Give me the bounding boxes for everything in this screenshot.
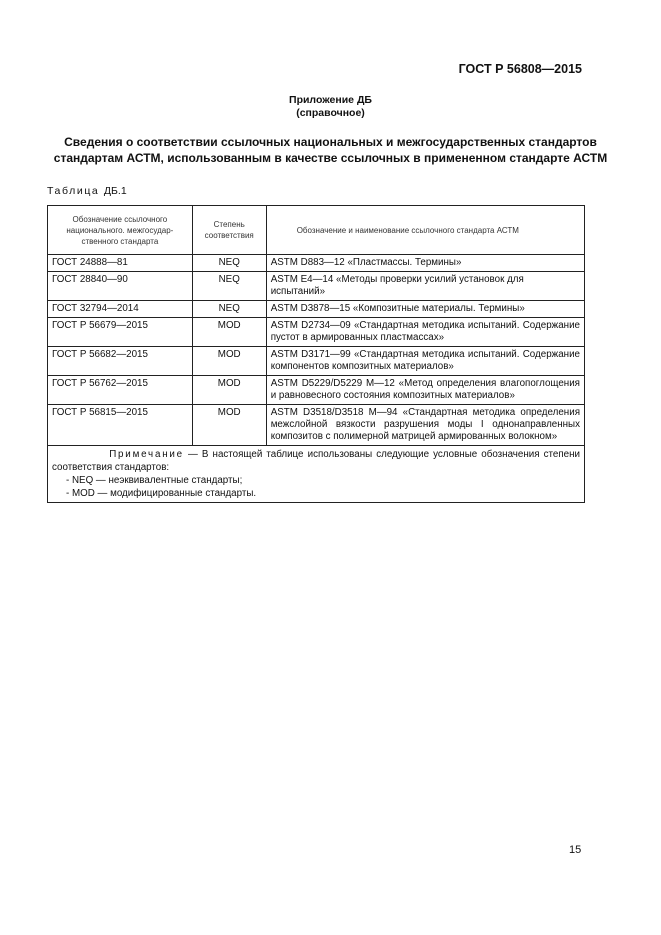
cell-standard: ГОСТ 28840—90 [48,272,193,301]
correspondence-table [47,205,585,503]
cell-astm: ASTM D5229/D5229 M—12 «Метод определения влагопоглощения и равновесного состояния композитных материалов» [266,376,584,405]
cell-standard: ГОСТ 24888—81 [48,255,193,272]
cell-degree: NEQ [192,272,266,301]
appendix-subtitle: (справочное) [296,107,365,119]
cell-standard: ГОСТ Р 56762—2015 [48,376,193,405]
cell-astm: ASTM D3878—15 «Композитные материалы. Термины» [266,301,584,318]
header-degree: Степень соответствия [192,206,266,255]
note-text: — В настоящей таблице использованы следующие условные обозначения степени соответствия стандартов: [52,449,580,473]
table-caption-label: Таблица [47,185,100,197]
cell-standard: ГОСТ Р 56815—2015 [48,405,193,446]
appendix-title: Приложение ДБ [289,94,372,106]
note-item: - MOD — модифицированные стандарты. [66,488,257,499]
table-row [48,255,585,272]
note-paragraph [52,448,580,474]
cell-standard: ГОСТ Р 56679—2015 [48,318,193,347]
appendix-title-block [0,94,661,120]
table-row [48,405,585,446]
cell-degree: MOD [192,347,266,376]
table-caption [47,185,127,197]
table-note-row [48,446,585,503]
cell-degree: NEQ [192,301,266,318]
document-code: ГОСТ Р 56808—2015 [458,62,582,76]
cell-degree: NEQ [192,255,266,272]
cell-standard: ГОСТ Р 56682—2015 [48,347,193,376]
note-label: Примечание [109,449,184,460]
table-header-row [48,206,585,255]
heading-line-2: стандартам АСТМ, использованным в качестве ссылочных в примененном стандарте АСТМ [53,151,608,165]
cell-astm: ASTM D2734—09 «Стандартная методика испытаний. Содержание пустот в армированных пластмассах» [266,318,584,347]
cell-degree: MOD [192,376,266,405]
cell-standard: ГОСТ 32794—2014 [48,301,193,318]
cell-astm: ASTM D883—12 «Пластмассы. Термины» [266,255,584,272]
cell-degree: MOD [192,405,266,446]
section-heading [47,134,614,166]
cell-astm: ASTM D3518/D3518 M—94 «Стандартная методика определения межслойной вязкости разрушения моды I однонаправленных композитов с полимерной матрицей армированных волокном» [266,405,584,446]
table-row [48,318,585,347]
page-number: 15 [569,844,582,856]
header-national-standard: Обозначение ссылочного национального. межгосудар-ственного стандарта [48,206,193,255]
header-astm-standard: Обозначение и наименование ссылочного стандарта АСТМ [266,206,584,255]
table-caption-number: ДБ.1 [103,185,127,197]
cell-astm: ASTM E4—14 «Методы проверки усилий установок для испытаний» [266,272,584,301]
table-note [48,446,585,503]
table-row [48,347,585,376]
note-item: - NEQ — неэквивалентные стандарты; [66,475,243,486]
table-row [48,272,585,301]
table-row [48,376,585,405]
table-row [48,301,585,318]
heading-line-1: Сведения о соответствии ссылочных национальных и межгосударственных стандартов [64,135,597,149]
cell-astm: ASTM D3171—99 «Стандартная методика испытаний. Содержание компонентов композитных материалов» [266,347,584,376]
cell-degree: MOD [192,318,266,347]
